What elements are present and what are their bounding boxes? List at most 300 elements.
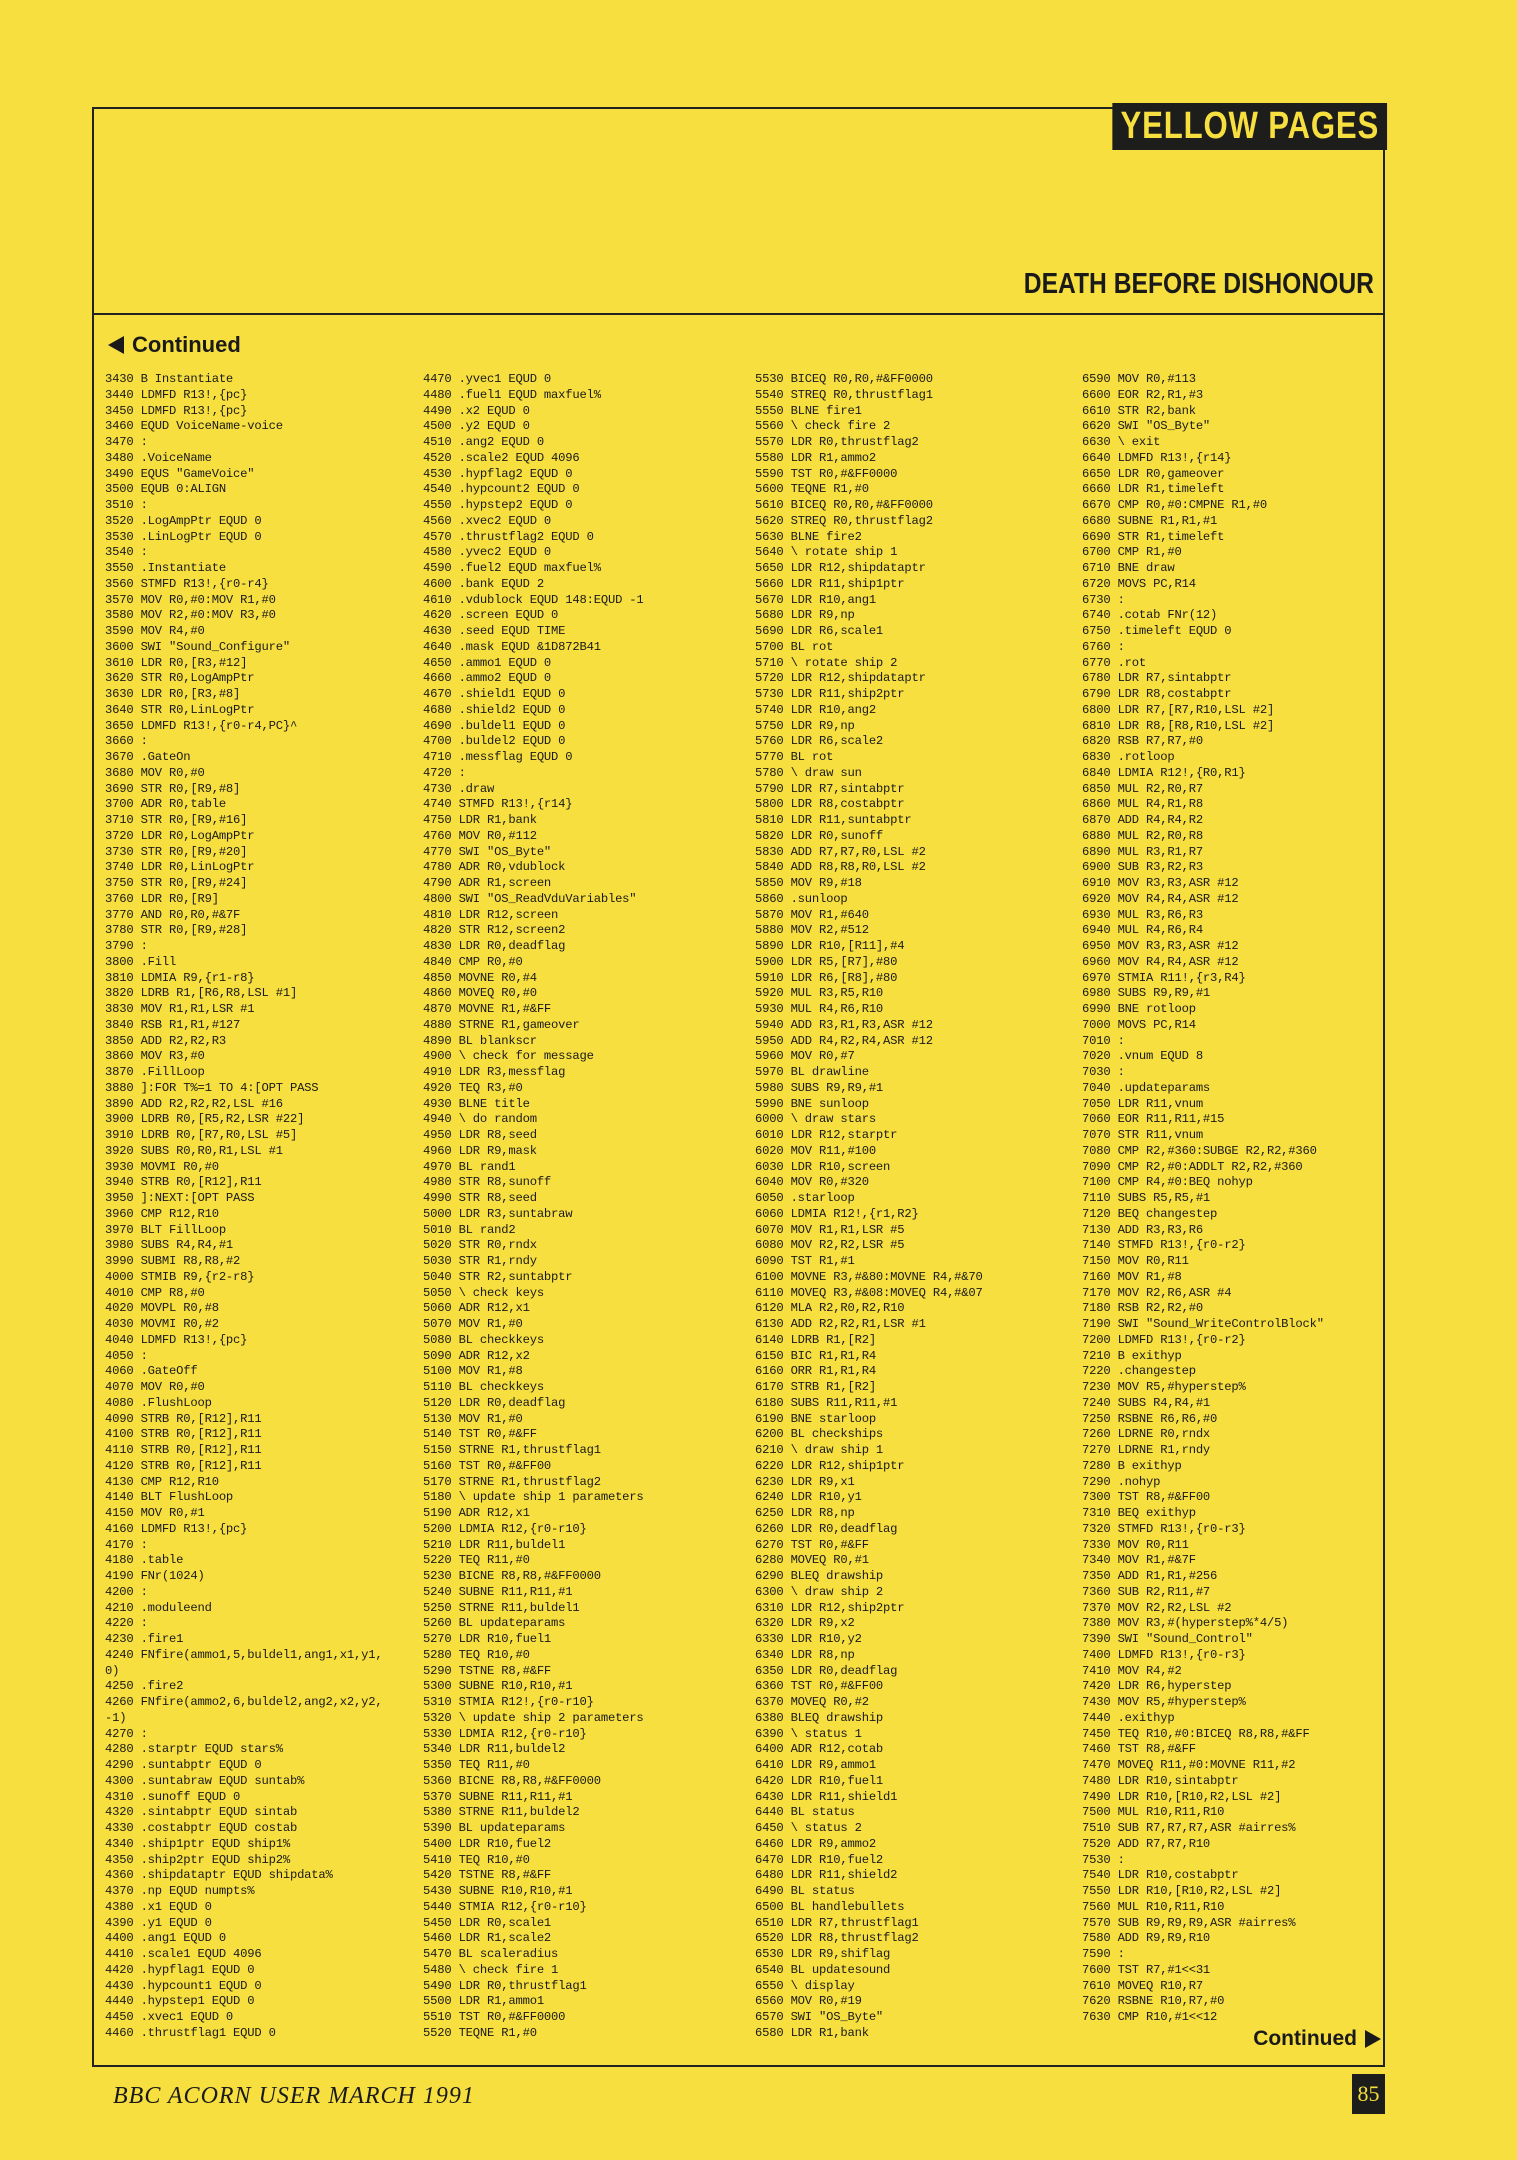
code-line: 5000 LDR R3,suntabraw — [423, 1206, 573, 1221]
code-line: 5110 BL checkkeys — [423, 1380, 544, 1394]
code-line: 4120 STRB R0,[R12],R11 — [105, 1458, 262, 1473]
code-line: 4070 MOV R0,#0 — [105, 1380, 205, 1394]
code-line: 5700 BL rot — [755, 639, 834, 654]
code-line: 4820 STR R12,screen2 — [423, 923, 566, 938]
code-line: 4000 STMIB R9,{r2-r8} — [105, 1269, 255, 1284]
code-line: 7080 CMP R2,#360:SUBGE R2,R2,#360 — [1082, 1143, 1317, 1158]
code-line: 3590 MOV R4,#0 — [105, 624, 205, 638]
code-line: 3560 STMFD R13!,{r0-r4} — [105, 576, 269, 591]
code-line: 5300 SUBNE R10,R10,#1 — [423, 1679, 573, 1694]
code-line: 3710 STR R0,[R9,#16] — [105, 813, 248, 827]
code-line: 3600 SWI "Sound_Configure" — [105, 639, 290, 654]
code-line: 6300 \ draw ship 2 — [755, 1584, 884, 1599]
code-line: 6800 LDR R7,[R7,R10,LSL #2] — [1082, 702, 1275, 717]
code-line: 5140 TST R0,#&FF — [423, 1427, 537, 1442]
listing-column-1 — [105, 372, 423, 2040]
code-line: 4730 .draw — [423, 781, 495, 796]
code-line: 7110 SUBS R5,R5,#1 — [1082, 1191, 1211, 1205]
code-line: 7300 TST R8,#&FF00 — [1082, 1490, 1211, 1505]
code-line: 7310 BEQ exithyp — [1082, 1506, 1196, 1520]
code-line: 6070 MOV R1,R1,LSR #5 — [755, 1222, 905, 1237]
code-line: 6710 BNE draw — [1082, 561, 1175, 575]
code-line: 6750 .timeleft EQUD 0 — [1082, 624, 1232, 638]
listing-column-2 — [423, 372, 741, 2040]
code-line: 4460 .thrustflag1 EQUD 0 — [105, 2025, 276, 2040]
code-line: 5020 STR R0,rndx — [423, 1238, 537, 1253]
code-line: 3910 LDRB R0,[R7,R0,LSL #5] — [105, 1128, 298, 1142]
code-line: 3700 ADR R0,table — [105, 797, 226, 812]
code-line: 6990 BNE rotloop — [1082, 1002, 1196, 1016]
code-line: 5050 \ check keys — [423, 1285, 544, 1300]
code-line: 7120 BEQ changestep — [1082, 1206, 1218, 1221]
code-line: 6090 TST R1,#1 — [755, 1254, 855, 1268]
code-line: 5120 LDR R0,deadflag — [423, 1395, 566, 1410]
code-line: 7450 TEQ R10,#0:BICEQ R8,R8,#&FF — [1082, 1726, 1310, 1741]
code-line: 5320 \ update ship 2 parameters — [423, 1710, 644, 1725]
code-line: 7470 MOVEQ R11,#0:MOVNE R11,#2 — [1082, 1758, 1296, 1772]
code-line: 3530 .LinLogPtr EQUD 0 — [105, 529, 262, 544]
code-line: 4660 .ammo2 EQUD 0 — [423, 671, 552, 686]
code-line: 4020 MOVPL R0,#8 — [105, 1301, 219, 1316]
code-line: 6260 LDR R0,deadflag — [755, 1521, 898, 1536]
code-line: 5730 LDR R11,ship2ptr — [755, 687, 905, 701]
code-line: 5970 BL drawline — [755, 1065, 869, 1079]
arrow-left-icon — [108, 336, 124, 354]
code-line: 5620 STREQ R0,thrustflag2 — [755, 513, 933, 528]
code-line: 7520 ADD R7,R7,R10 — [1082, 1836, 1211, 1851]
code-line: 4370 .np EQUD numpts% — [105, 1884, 255, 1898]
code-line: 4150 MOV R0,#1 — [105, 1506, 205, 1520]
code-line: 4870 MOVNE R1,#&FF — [423, 1002, 552, 1016]
code-line: 7270 LDRNE R1,rndy — [1082, 1443, 1211, 1457]
code-line: 4360 .shipdataptr EQUD shipdata% — [105, 1868, 333, 1883]
code-line: 5870 MOV R1,#640 — [755, 907, 869, 922]
code-line: 6390 \ status 1 — [755, 1726, 862, 1741]
code-line: 3660 : — [105, 734, 148, 749]
code-line: 6660 LDR R1,timeleft — [1082, 482, 1225, 497]
code-line: 3440 LDMFD R13!,{pc} — [105, 387, 248, 402]
code-line: 4050 : — [105, 1348, 148, 1363]
code-line: 5160 TST R0,#&FF00 — [423, 1458, 552, 1473]
code-line: 6190 BNE starloop — [755, 1411, 876, 1426]
publication-footer: BBC ACORN USER MARCH 1991 — [113, 2083, 475, 2109]
code-line: 4810 LDR R12,screen — [423, 907, 559, 922]
code-line: 3570 MOV R0,#0:MOV R1,#0 — [105, 592, 276, 607]
code-line: 5330 LDMIA R12,{r0-r10} — [423, 1726, 587, 1741]
code-line: 4510 .ang2 EQUD 0 — [423, 435, 544, 449]
code-line: 7280 B exithyp — [1082, 1458, 1182, 1473]
code-line: 7200 LDMFD R13!,{r0-r2} — [1082, 1332, 1246, 1347]
code-line: 6870 ADD R4,R4,R2 — [1082, 813, 1203, 827]
code-line: 7040 .updateparams — [1082, 1080, 1211, 1095]
code-line: 5890 LDR R10,[R11],#4 — [755, 939, 905, 953]
code-line: 4010 CMP R8,#0 — [105, 1285, 205, 1300]
code-line: 5780 \ draw sun — [755, 765, 862, 780]
code-line: 7330 MOV R0,R11 — [1082, 1537, 1189, 1552]
code-line: 4260 FNfire(ammo2,6,buldel2,ang2,x2,y2, — [105, 1695, 383, 1709]
code-line: 5090 ADR R12,x2 — [423, 1348, 530, 1363]
code-line: 7530 : — [1082, 1852, 1125, 1867]
code-line: 4090 STRB R0,[R12],R11 — [105, 1411, 262, 1426]
code-line: 4550 .hypstep2 EQUD 0 — [423, 498, 573, 512]
code-line: 6100 MOVNE R3,#&80:MOVNE R4,#&70 — [755, 1269, 983, 1284]
code-line: 6840 LDMIA R12!,{R0,R1} — [1082, 765, 1246, 780]
code-line: 6600 EOR R2,R1,#3 — [1082, 387, 1203, 402]
code-line: 6330 LDR R10,y2 — [755, 1632, 862, 1646]
code-line: 4700 .buldel2 EQUD 0 — [423, 734, 566, 749]
code-line: 3450 LDMFD R13!,{pc} — [105, 403, 248, 418]
code-line: 5500 LDR R1,ammo1 — [423, 1994, 544, 2009]
code-line: 6550 \ display — [755, 1978, 855, 1993]
code-line: 4750 LDR R1,bank — [423, 813, 537, 827]
code-line: 4390 .y1 EQUD 0 — [105, 1915, 212, 1930]
code-line: 7590 : — [1082, 1947, 1125, 1961]
code-line: 5600 TEQNE R1,#0 — [755, 482, 869, 497]
code-line: 4230 .fire1 — [105, 1632, 184, 1646]
code-line: 4760 MOV R0,#112 — [423, 828, 537, 843]
code-line: 5100 MOV R1,#8 — [423, 1364, 523, 1379]
code-line: 6400 ADR R12,cotab — [755, 1742, 884, 1757]
code-line: 6140 LDRB R1,[R2] — [755, 1332, 876, 1347]
code-line: 6590 MOV R0,#113 — [1082, 372, 1196, 386]
code-line: 4450 .xvec1 EQUD 0 — [105, 2010, 234, 2024]
code-line: 6310 LDR R12,ship2ptr — [755, 1600, 905, 1615]
code-line: 4780 ADR R0,vdublock — [423, 860, 566, 875]
code-line: 7320 STMFD R13!,{r0-r3} — [1082, 1521, 1246, 1536]
code-line: 7430 MOV R5,#hyperstep% — [1082, 1695, 1246, 1709]
code-line: 5480 \ check fire 1 — [423, 1962, 559, 1977]
code-line: 7340 MOV R1,#&7F — [1082, 1553, 1196, 1568]
code-line: 5800 LDR R8,costabptr — [755, 797, 905, 812]
code-line: 6210 \ draw ship 1 — [755, 1443, 884, 1457]
code-line: 5560 \ check fire 2 — [755, 419, 891, 434]
code-line: 5950 ADD R4,R2,R4,ASR #12 — [755, 1033, 933, 1048]
code-line: 6810 LDR R8,[R8,R10,LSL #2] — [1082, 718, 1275, 733]
code-line: 4530 .hypflag2 EQUD 0 — [423, 466, 573, 481]
code-line: 5200 LDMIA R12,{r0-r10} — [423, 1521, 587, 1536]
code-line: 4240 FNfire(ammo1,5,buldel1,ang1,x1,y1, — [105, 1647, 383, 1662]
listing-column-3 — [755, 372, 1073, 2040]
code-line: 5550 BLNE fire1 — [755, 403, 862, 418]
code-line: 6060 LDMIA R12!,{r1,R2} — [755, 1206, 919, 1221]
code-line: 6410 LDR R9,ammo1 — [755, 1758, 876, 1772]
code-line: 4920 TEQ R3,#0 — [423, 1080, 523, 1095]
code-line: 5960 MOV R0,#7 — [755, 1049, 855, 1064]
code-line: 4630 .seed EQUD TIME — [423, 624, 566, 638]
code-line: 5720 LDR R12,shipdataptr — [755, 671, 926, 686]
code-line: 7050 LDR R11,vnum — [1082, 1096, 1203, 1111]
code-line: 5350 TEQ R11,#0 — [423, 1758, 530, 1772]
code-line: 6790 LDR R8,costabptr — [1082, 687, 1232, 701]
code-line: 7410 MOV R4,#2 — [1082, 1663, 1182, 1678]
code-line: 4600 .bank EQUD 2 — [423, 576, 544, 591]
code-line: 5770 BL rot — [755, 750, 834, 764]
code-line: 7070 STR R11,vnum — [1082, 1128, 1203, 1142]
code-line: 6050 .starloop — [755, 1191, 855, 1205]
code-line: 6780 LDR R7,sintabptr — [1082, 671, 1232, 686]
code-line: 6580 LDR R1,bank — [755, 2025, 869, 2040]
code-line: 5400 LDR R10,fuel2 — [423, 1836, 552, 1851]
code-line: 6960 MOV R4,R4,ASR #12 — [1082, 954, 1239, 969]
code-line: 4540 .hypcount2 EQUD 0 — [423, 482, 580, 497]
code-line: 7180 RSB R2,R2,#0 — [1082, 1301, 1203, 1316]
code-line: 4190 FNr(1024) — [105, 1569, 205, 1583]
code-line: 4140 BLT FlushLoop — [105, 1490, 234, 1505]
code-line: 6900 SUB R3,R2,R3 — [1082, 860, 1203, 875]
code-line: 5080 BL checkkeys — [423, 1332, 544, 1347]
code-line: 3940 STRB R0,[R12],R11 — [105, 1175, 262, 1190]
code-line: 6080 MOV R2,R2,LSR #5 — [755, 1238, 905, 1253]
code-line: 4280 .starptr EQUD stars% — [105, 1742, 283, 1757]
code-line: 6720 MOVS PC,R14 — [1082, 576, 1196, 591]
code-line: 3870 .FillLoop — [105, 1065, 205, 1079]
code-line: 3650 LDMFD R13!,{r0-r4,PC}^ — [105, 718, 298, 733]
code-line: 6920 MOV R4,R4,ASR #12 — [1082, 891, 1239, 906]
code-line: 5640 \ rotate ship 1 — [755, 545, 898, 560]
code-line: 6020 MOV R11,#100 — [755, 1143, 876, 1158]
code-line: 4160 LDMFD R13!,{pc} — [105, 1521, 248, 1536]
code-line: 6380 BLEQ drawship — [755, 1710, 884, 1725]
code-line: 6670 CMP R0,#0:CMPNE R1,#0 — [1082, 498, 1267, 512]
code-line: 6690 STR R1,timeleft — [1082, 529, 1225, 544]
code-line: 6530 LDR R9,shiflag — [755, 1947, 891, 1961]
code-line: 5250 STRNE R11,buldel1 — [423, 1600, 580, 1615]
code-line: 7000 MOVS PC,R14 — [1082, 1017, 1196, 1032]
code-line: 5010 BL rand2 — [423, 1222, 516, 1237]
code-line: 6880 MUL R2,R0,R8 — [1082, 828, 1203, 843]
code-line: 5490 LDR R0,thrustflag1 — [423, 1978, 587, 1993]
code-line: 4080 .FlushLoop — [105, 1395, 212, 1410]
code-line: 6540 BL updatesound — [755, 1962, 891, 1977]
code-line: 6850 MUL R2,R0,R7 — [1082, 781, 1203, 796]
code-line: 3840 RSB R1,R1,#127 — [105, 1017, 241, 1032]
code-line: 3490 EQUS "GameVoice" — [105, 466, 255, 481]
code-line: 4180 .table — [105, 1553, 184, 1568]
code-line: 3950 ]:NEXT:[OPT PASS — [105, 1191, 255, 1205]
code-line: 3920 SUBS R0,R0,R1,LSL #1 — [105, 1143, 283, 1158]
code-line: -1) — [105, 1710, 127, 1725]
code-line: 4130 CMP R12,R10 — [105, 1474, 219, 1489]
code-line: 5360 BICNE R8,R8,#&FF0000 — [423, 1773, 601, 1788]
code-line: 6240 LDR R10,y1 — [755, 1490, 862, 1505]
code-line: 4990 STR R8,seed — [423, 1191, 537, 1205]
code-line: 5440 STMIA R12,{r0-r10} — [423, 1899, 587, 1914]
code-line: 5610 BICEQ R0,R0,#&FF0000 — [755, 498, 933, 512]
code-line: 7090 CMP R2,#0:ADDLT R2,R2,#360 — [1082, 1159, 1303, 1174]
continued-label: Continued — [1253, 2027, 1357, 2050]
code-line: 3990 SUBMI R8,R8,#2 — [105, 1254, 241, 1268]
code-line: 3980 SUBS R4,R4,#1 — [105, 1238, 234, 1253]
code-line: 4200 : — [105, 1584, 148, 1599]
code-line: 3680 MOV R0,#0 — [105, 765, 205, 780]
code-line: 4420 .hypflag1 EQUD 0 — [105, 1962, 255, 1977]
code-line: 3790 : — [105, 939, 148, 953]
code-line: 4960 LDR R9,mask — [423, 1143, 537, 1158]
code-line: 4940 \ do random — [423, 1112, 537, 1127]
code-line: 7210 B exithyp — [1082, 1348, 1182, 1363]
code-line: 4580 .yvec2 EQUD 0 — [423, 545, 552, 560]
code-line: 5990 BNE sunloop — [755, 1096, 869, 1111]
code-line: 6430 LDR R11,shield1 — [755, 1789, 898, 1804]
code-line: 7220 .changestep — [1082, 1364, 1196, 1379]
code-line: 3810 LDMIA R9,{r1-r8} — [105, 970, 255, 985]
code-line: 7290 .nohyp — [1082, 1474, 1161, 1489]
code-line: 5850 MOV R9,#18 — [755, 876, 862, 890]
code-line: 5540 STREQ R0,thrustflag1 — [755, 387, 933, 402]
code-line: 6230 LDR R9,x1 — [755, 1474, 855, 1489]
code-line: 4480 .fuel1 EQUD maxfuel% — [423, 387, 601, 402]
code-line: 6740 .cotab FNr(12) — [1082, 608, 1218, 623]
code-line: 3500 EQUB 0:ALIGN — [105, 482, 226, 497]
code-line: 3750 STR R0,[R9,#24] — [105, 876, 248, 890]
code-line: 3730 STR R0,[R9,#20] — [105, 844, 248, 859]
code-line: 3960 CMP R12,R10 — [105, 1206, 219, 1221]
code-line: 7570 SUB R9,R9,R9,ASR #airres% — [1082, 1915, 1296, 1930]
code-line: 4430 .hypcount1 EQUD 0 — [105, 1978, 262, 1993]
code-line: 4350 .ship2ptr EQUD ship2% — [105, 1852, 290, 1867]
code-line: 4520 .scale2 EQUD 4096 — [423, 450, 580, 465]
code-line: 5760 LDR R6,scale2 — [755, 734, 884, 749]
code-line: 7140 STMFD R13!,{r0-r2} — [1082, 1238, 1246, 1253]
code-line: 7480 LDR R10,sintabptr — [1082, 1773, 1239, 1788]
code-line: 3770 AND R0,R0,#&7F — [105, 907, 241, 922]
code-line: 3670 .GateOn — [105, 750, 191, 764]
code-line: 7630 CMP R10,#1<<12 — [1082, 2010, 1218, 2024]
code-line: 4620 .screen EQUD 0 — [423, 608, 559, 623]
code-line: 5520 TEQNE R1,#0 — [423, 2025, 537, 2040]
code-line: 6030 LDR R10,screen — [755, 1159, 891, 1174]
code-line: 7510 SUB R7,R7,R7,ASR #airres% — [1082, 1821, 1296, 1835]
code-line: 4800 SWI "OS_ReadVduVariables" — [423, 891, 637, 906]
code-line: 5820 LDR R0,sunoff — [755, 828, 884, 843]
code-line: 3880 ]:FOR T%=1 TO 4:[OPT PASS — [105, 1080, 319, 1095]
code-line: 7580 ADD R9,R9,R10 — [1082, 1931, 1211, 1946]
code-line: 7540 LDR R10,costabptr — [1082, 1868, 1239, 1883]
code-line: 7380 MOV R3,#(hyperstep%*4/5) — [1082, 1616, 1289, 1631]
code-line: 5470 BL scaleradius — [423, 1947, 559, 1961]
code-line: 6930 MUL R3,R6,R3 — [1082, 907, 1203, 922]
code-line: 6940 MUL R4,R6,R4 — [1082, 923, 1203, 938]
code-line: 6200 BL checkships — [755, 1427, 884, 1442]
code-line: 0) — [105, 1663, 120, 1678]
code-line: 5860 .sunloop — [755, 891, 848, 906]
code-line: 3640 STR R0,LinLogPtr — [105, 702, 255, 717]
code-line: 3430 B Instantiate — [105, 372, 234, 386]
code-line: 4410 .scale1 EQUD 4096 — [105, 1947, 262, 1961]
code-line: 6860 MUL R4,R1,R8 — [1082, 797, 1203, 812]
header-divider — [92, 313, 1385, 315]
code-line: 7360 SUB R2,R11,#7 — [1082, 1584, 1211, 1599]
code-line: 4690 .buldel1 EQUD 0 — [423, 718, 566, 733]
code-line: 4970 BL rand1 — [423, 1159, 516, 1174]
code-line: 6350 LDR R0,deadflag — [755, 1663, 898, 1678]
code-line: 6890 MUL R3,R1,R7 — [1082, 844, 1203, 859]
code-line: 6970 STMIA R11!,{r3,R4} — [1082, 970, 1246, 985]
code-line: 3780 STR R0,[R9,#28] — [105, 923, 248, 938]
continued-from-previous — [108, 334, 241, 356]
code-line: 7390 SWI "Sound_Control" — [1082, 1632, 1253, 1646]
code-line: 3800 .Fill — [105, 954, 177, 969]
section-title: YELLOW PAGES — [1112, 103, 1387, 150]
code-line: 7560 MUL R10,R11,R10 — [1082, 1899, 1225, 1914]
code-line: 4900 \ check for message — [423, 1049, 594, 1064]
code-line: 7190 SWI "Sound_WriteControlBlock" — [1082, 1317, 1324, 1331]
code-line: 7620 RSBNE R10,R7,#0 — [1082, 1994, 1225, 2009]
code-line: 4860 MOVEQ R0,#0 — [423, 986, 537, 1001]
code-line: 4470 .yvec1 EQUD 0 — [423, 372, 552, 386]
code-line: 3740 LDR R0,LinLogPtr — [105, 860, 255, 875]
code-line: 7400 LDMFD R13!,{r0-r3} — [1082, 1647, 1246, 1662]
code-line: 4500 .y2 EQUD 0 — [423, 419, 530, 434]
code-line: 7370 MOV R2,R2,LSL #2 — [1082, 1600, 1232, 1615]
code-line: 5840 ADD R8,R8,R0,LSL #2 — [755, 860, 926, 875]
code-line: 5900 LDR R5,[R7],#80 — [755, 954, 898, 969]
code-line: 4840 CMP R0,#0 — [423, 954, 523, 969]
code-line: 7160 MOV R1,#8 — [1082, 1269, 1182, 1284]
code-line: 7230 MOV R5,#hyperstep% — [1082, 1380, 1246, 1394]
code-line: 7260 LDRNE R0,rndx — [1082, 1427, 1211, 1442]
code-line: 6170 STRB R1,[R2] — [755, 1380, 876, 1394]
code-line: 5590 TST R0,#&FF0000 — [755, 466, 898, 481]
code-line: 5230 BICNE R8,R8,#&FF0000 — [423, 1569, 601, 1583]
code-line: 5410 TEQ R10,#0 — [423, 1852, 530, 1867]
code-line: 3850 ADD R2,R2,R3 — [105, 1033, 226, 1048]
code-line: 6500 BL handlebullets — [755, 1899, 905, 1914]
code-line: 7420 LDR R6,hyperstep — [1082, 1679, 1232, 1694]
code-line: 4340 .ship1ptr EQUD ship1% — [105, 1836, 290, 1851]
code-line: 6640 LDMFD R13!,{r14} — [1082, 450, 1232, 465]
code-line: 6120 MLA R2,R0,R2,R10 — [755, 1301, 905, 1316]
code-line: 5190 ADR R12,x1 — [423, 1506, 530, 1520]
code-line: 6000 \ draw stars — [755, 1112, 876, 1127]
code-line: 4890 BL blankscr — [423, 1033, 537, 1048]
code-line: 5150 STRNE R1,thrustflag1 — [423, 1443, 601, 1457]
code-line: 3630 LDR R0,[R3,#8] — [105, 687, 241, 701]
code-line: 6480 LDR R11,shield2 — [755, 1868, 898, 1883]
code-line: 5810 LDR R11,suntabptr — [755, 813, 912, 827]
code-line: 6570 SWI "OS_Byte" — [755, 2010, 884, 2024]
code-line: 6220 LDR R12,ship1ptr — [755, 1458, 905, 1473]
code-line: 5740 LDR R10,ang2 — [755, 702, 876, 717]
code-line: 3690 STR R0,[R9,#8] — [105, 781, 241, 796]
code-line: 4590 .fuel2 EQUD maxfuel% — [423, 561, 601, 575]
code-line: 4610 .vdublock EQUD 148:EQUD -1 — [423, 592, 644, 607]
code-line: 4640 .mask EQUD &1D872B41 — [423, 639, 601, 654]
code-line: 7600 TST R7,#1<<31 — [1082, 1962, 1211, 1977]
code-line: 3550 .Instantiate — [105, 561, 226, 575]
code-line: 5650 LDR R12,shipdataptr — [755, 561, 926, 575]
code-line: 4330 .costabptr EQUD costab — [105, 1821, 298, 1835]
code-line: 4320 .sintabptr EQUD sintab — [105, 1805, 298, 1820]
code-line: 3620 STR R0,LogAmpPtr — [105, 671, 255, 686]
code-line: 5880 MOV R2,#512 — [755, 923, 869, 938]
code-line: 6610 STR R2,bank — [1082, 403, 1196, 418]
code-line: 5420 TSTNE R8,#&FF — [423, 1868, 552, 1883]
code-line: 3520 .LogAmpPtr EQUD 0 — [105, 513, 262, 528]
code-line: 6130 ADD R2,R2,R1,LSR #1 — [755, 1317, 926, 1331]
code-line: 4310 .sunoff EQUD 0 — [105, 1789, 241, 1804]
code-line: 6490 BL status — [755, 1884, 855, 1898]
code-line: 4560 .xvec2 EQUD 0 — [423, 513, 552, 528]
code-line: 5670 LDR R10,ang1 — [755, 592, 876, 607]
code-line: 5450 LDR R0,scale1 — [423, 1915, 552, 1930]
code-line: 3470 : — [105, 435, 148, 449]
code-line: 6820 RSB R7,R7,#0 — [1082, 734, 1203, 749]
code-line: 5260 BL updateparams — [423, 1616, 566, 1631]
code-line: 7030 : — [1082, 1065, 1125, 1079]
code-line: 7010 : — [1082, 1033, 1125, 1048]
continued-next — [1253, 2028, 1381, 2049]
